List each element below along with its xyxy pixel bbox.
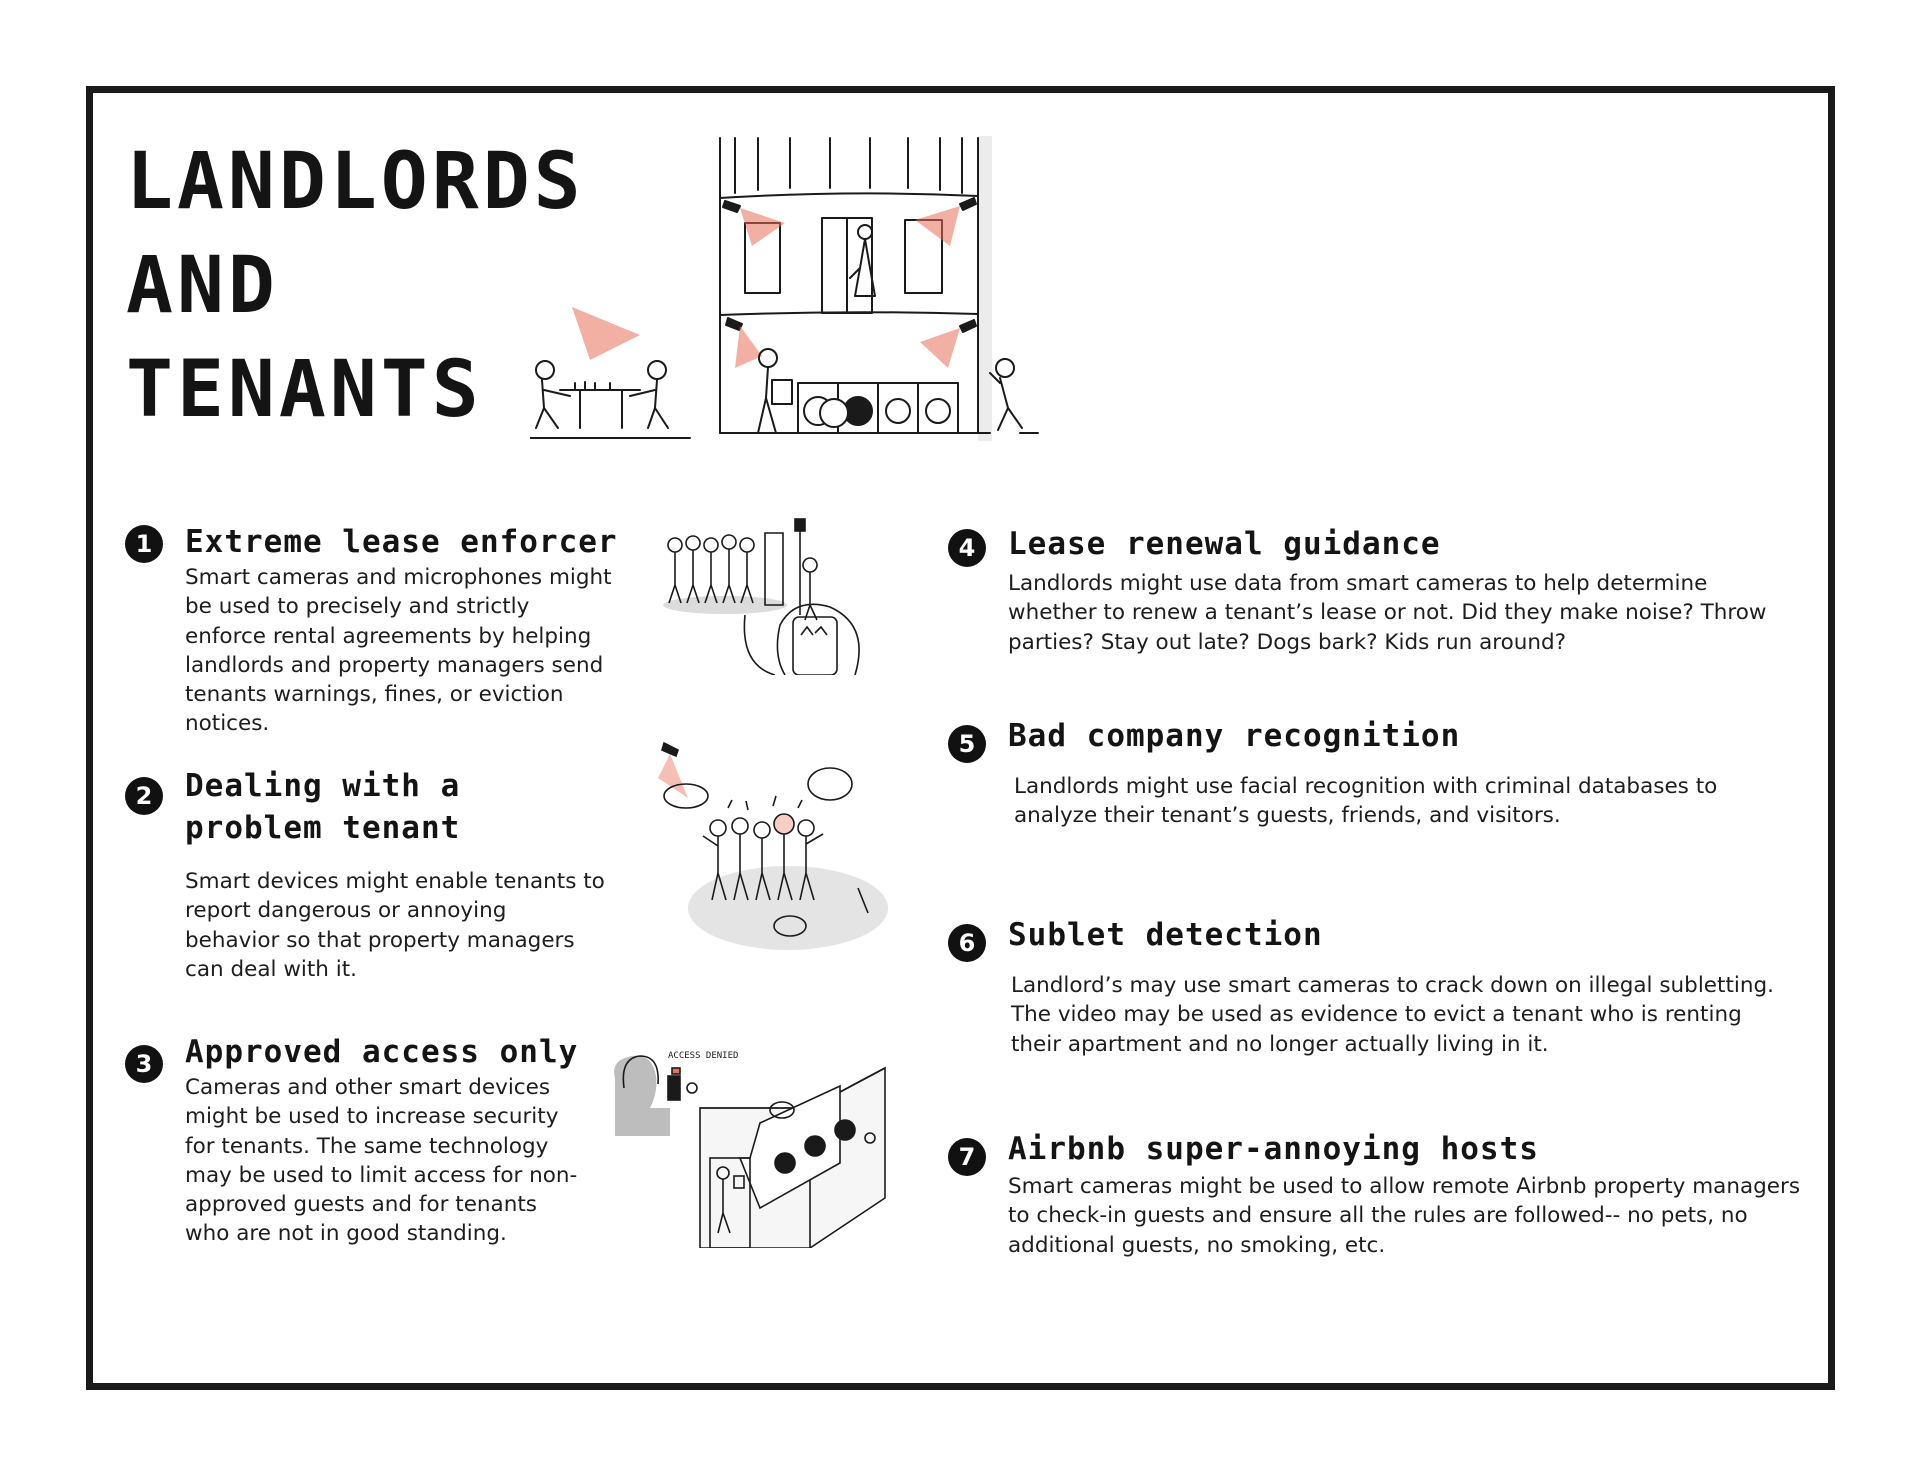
item-number-badge: 2 [125, 777, 163, 815]
item-title-line: Airbnb super-annoying hosts [1008, 1131, 1539, 1167]
item-title [185, 521, 645, 563]
item-title-line: Approved access only [185, 1034, 579, 1070]
item-title [185, 765, 645, 849]
title-line: LANDLORDS [126, 137, 585, 227]
item-body: Landlords might use facial recognition with criminal databases to analyze their tenant’s guests, friends, and visitors. [1014, 774, 1718, 829]
title-line: AND [126, 241, 279, 331]
item-title-line: Dealing with a [185, 768, 461, 804]
item-number-badge: 1 [125, 525, 163, 563]
item-title-line: Lease renewal guidance [1008, 526, 1441, 562]
item-number-badge: 3 [125, 1045, 163, 1083]
access-denied-sign: ACCESS DENIED [668, 1051, 739, 1061]
item-title [1008, 715, 1808, 757]
item-title-line: Sublet detection [1008, 917, 1323, 953]
item-body: Landlords might use data from smart cameras to help determine whether to renew a tenant’s lease or not. Did they make noise? Throw parties? Stay out late? Dogs bark? Kids run around? [1008, 571, 1767, 655]
title-line: TENANTS [126, 345, 483, 435]
item-number-badge: 4 [948, 529, 986, 567]
item-title-line: Bad company recognition [1008, 718, 1461, 754]
item-title [1008, 1128, 1828, 1170]
item-number-badge: 5 [948, 725, 986, 763]
item-body: Smart cameras and microphones might be used to precisely and strictly enforce rental agreements by helping landlords and property managers send tenants warnings, fines, or eviction notices. [185, 565, 612, 737]
item-number-badge: 7 [948, 1138, 986, 1176]
item-body: Cameras and other smart devices might be used to increase security for tenants. The same technology may be used to limit access for non-approved guests and for tenants who are not in good standing. [185, 1075, 578, 1247]
item-title [1008, 523, 1808, 565]
item-body: Landlord’s may use smart cameras to crack down on illegal subletting. The video may be used as evidence to evict a tenant who is renting their apartment and no longer actually living in it. [1011, 973, 1774, 1057]
item-body: Smart devices might enable tenants to report dangerous or annoying behavior so that property managers can deal with it. [185, 869, 605, 982]
crowd-at-door-camera-illustration [655, 515, 885, 675]
building-surveillance-illustration [530, 128, 1040, 448]
item-number-badge: 6 [948, 924, 986, 962]
item-title [1008, 914, 1808, 956]
lamppost-camera-cone [570, 305, 660, 365]
item-body: Smart cameras might be used to allow remote Airbnb property managers to check-in guests and ensure all the rules are followed-- no pets, no additional guests, no smoking, etc. [1008, 1174, 1801, 1258]
item-title [185, 1031, 645, 1073]
party-crowd-illustration [658, 738, 888, 953]
page-title [126, 130, 585, 442]
access-denied-laundry-illustration [610, 1048, 895, 1248]
item-title-line: problem tenant [185, 810, 461, 846]
item-title-line: Extreme lease enforcer [185, 524, 618, 560]
